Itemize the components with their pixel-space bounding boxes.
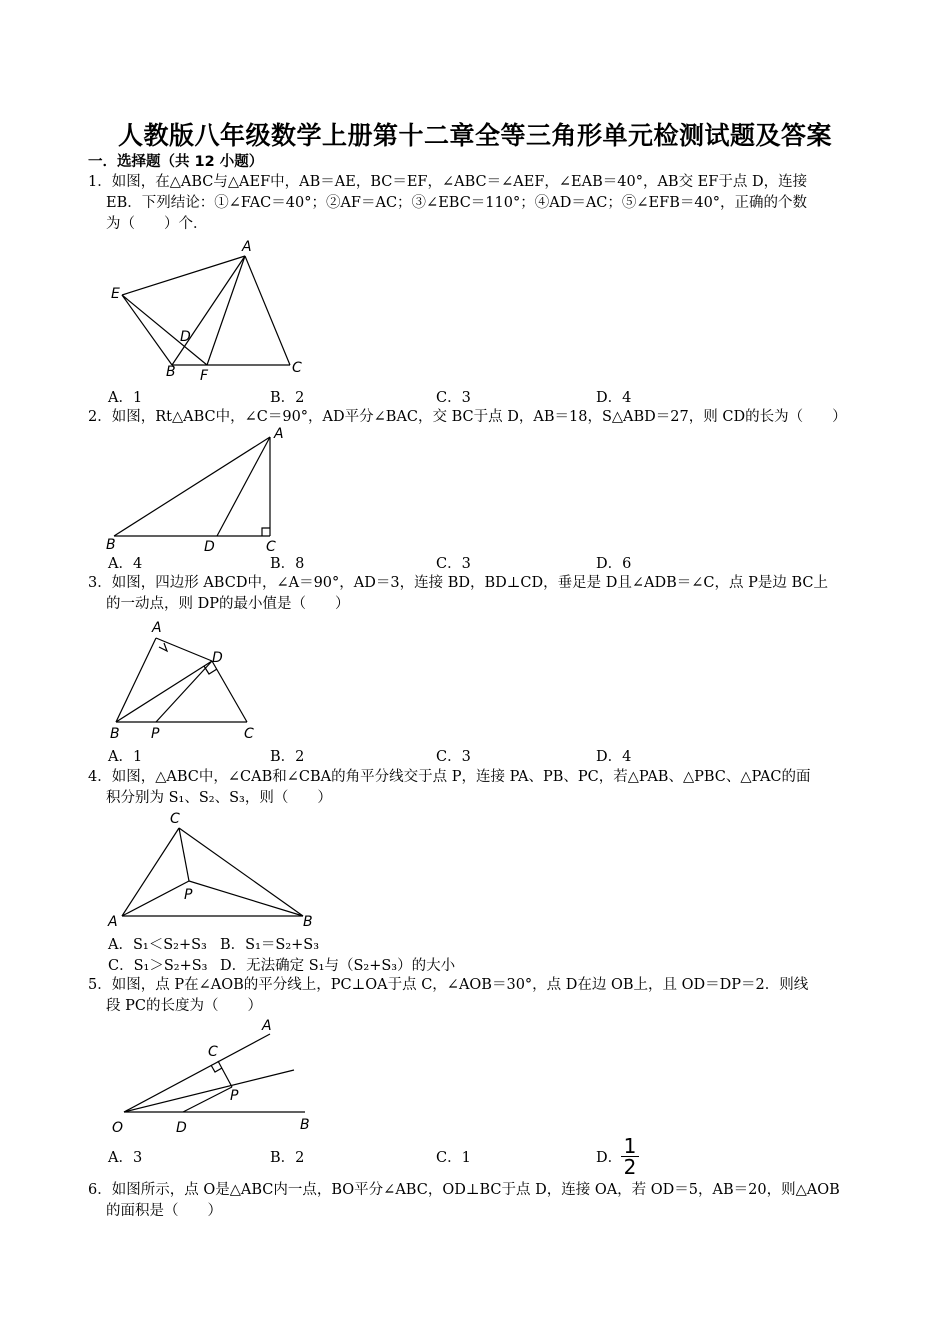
q5-option-d[interactable]: D． [596, 1150, 623, 1166]
q1-option-d[interactable]: D．4 [596, 390, 632, 406]
q3-option-a[interactable]: A．1 [108, 749, 143, 765]
q2-label-d: D [204, 539, 215, 555]
q1-option-b[interactable]: B．2 [270, 390, 305, 406]
q5-label-p: P [230, 1088, 239, 1104]
q3-line-2: 的一动点，则 DP的最小值是（ ） [106, 596, 350, 612]
q4-option-d[interactable]: D．无法确定 S₁与（S₂+S₃）的大小 [220, 958, 456, 974]
q3-option-d[interactable]: D．4 [596, 749, 632, 765]
q1-label-b: B [166, 364, 176, 380]
q2-option-c[interactable]: C．3 [436, 556, 471, 572]
q4-line-1: 4．如图，△ABC中，∠CAB和∠CBA的角平分线交于点 P，连接 PA、PB、PC，若△PAB、△PBC、△PAC的面 [88, 769, 811, 785]
q4-label-a: A [108, 914, 118, 930]
q4-option-b[interactable]: B．S₁＝S₂+S₃ [220, 937, 320, 953]
q3-option-c[interactable]: C．3 [436, 749, 471, 765]
q3-figure [100, 614, 270, 744]
q2-label-c: C [266, 539, 276, 555]
q2-line-1: 2．如图，Rt△ABC中，∠C＝90°，AD平分∠BAC，交 BC于点 D，AB＝18，S△ABD＝27，则 CD的长为（ ） [88, 409, 847, 425]
q3-line-1: 3．如图，四边形 ABCD中，∠A＝90°，AD＝3，连接 BD，BD⊥CD，垂足是 D且∠ADB＝∠C，点 P是边 BC上 [88, 575, 828, 591]
q5-label-o: O [112, 1120, 124, 1136]
q4-option-c[interactable]: C．S₁＞S₂+S₃ [108, 958, 208, 974]
q1-label-e: E [111, 286, 120, 302]
q5-label-b: B [300, 1117, 310, 1133]
q1-label-d: D [180, 329, 191, 345]
q4-figure [100, 806, 330, 932]
q5-option-c[interactable]: C．1 [436, 1150, 471, 1166]
q3-option-b[interactable]: B．2 [270, 749, 305, 765]
q4-line-2: 积分别为 S₁、S₂、S₃，则（ ） [106, 790, 332, 806]
q1-line-3: 为（ ）个． [106, 216, 208, 232]
q6-line-2: 的面积是（ ） [106, 1203, 222, 1219]
q2-figure [100, 425, 300, 555]
q2-option-d[interactable]: D．6 [596, 556, 632, 572]
q4-label-p: P [184, 887, 193, 903]
q5-option-a[interactable]: A．3 [108, 1150, 143, 1166]
q5-figure [100, 1016, 340, 1140]
q2-label-a: A [274, 426, 284, 442]
q1-option-a[interactable]: A．1 [108, 390, 143, 406]
q3-label-p: P [151, 726, 160, 742]
q1-label-f: F [200, 368, 209, 383]
q1-label-a: A [242, 239, 252, 255]
q5-option-b[interactable]: B．2 [270, 1150, 305, 1166]
fraction-numerator: 1 [623, 1134, 637, 1158]
q1-figure [100, 238, 320, 383]
q1-label-c: C [292, 360, 302, 376]
q4-label-c: C [170, 811, 180, 827]
q6-line-1: 6．如图所示，点 O是△ABC内一点，BO平分∠ABC，OD⊥BC于点 D，连接 OA，若 OD＝5，AB＝20，则△AOB [88, 1182, 840, 1198]
q5-option-d-fraction [621, 1136, 639, 1177]
q2-label-b: B [106, 537, 116, 553]
q3-label-a: A [152, 620, 162, 636]
q3-label-c: C [244, 726, 254, 742]
section-heading: 一．选择题（共 12 小题） [88, 154, 264, 170]
q4-option-a[interactable]: A．S₁＜S₂+S₃ [108, 937, 207, 953]
q5-line-1: 5．如图，点 P在∠AOB的平分线上，PC⊥OA于点 C，∠AOB＝30°，点 D在边 OB上，且 OD＝DP＝2．则线 [88, 977, 809, 993]
page-title: 人教版八年级数学上册第十二章全等三角形单元检测试题及答案 [117, 121, 832, 150]
q1-line-1: 1．如图，在△ABC与△AEF中，AB＝AE，BC＝EF，∠ABC＝∠AEF，∠EAB＝40°，AB交 EF于点 D，连接 [88, 174, 808, 190]
q5-label-a: A [262, 1018, 272, 1034]
q5-label-d: D [176, 1120, 187, 1136]
q4-label-b: B [303, 914, 313, 930]
q2-option-a[interactable]: A．4 [108, 556, 143, 572]
q1-option-c[interactable]: C．3 [436, 390, 471, 406]
q3-label-d: D [212, 650, 223, 666]
q5-line-2: 段 PC的长度为（ ） [106, 998, 262, 1014]
q3-label-b: B [110, 726, 120, 742]
fraction-denominator: 2 [623, 1155, 637, 1179]
q1-line-2: EB．下列结论：①∠FAC＝40°；②AF＝AC；③∠EBC＝110°；④AD＝AC；⑤∠EFB＝40°，正确的个数 [106, 195, 808, 211]
q2-option-b[interactable]: B．8 [270, 556, 305, 572]
q5-label-c: C [208, 1044, 218, 1060]
